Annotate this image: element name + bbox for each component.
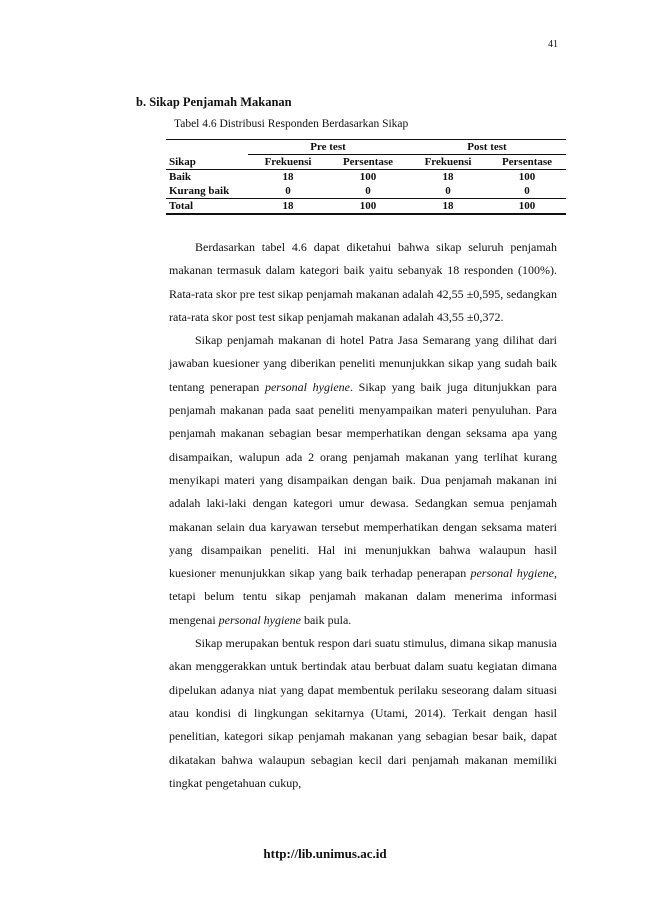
table-row xyxy=(166,170,566,185)
italic-term: personal hygiene xyxy=(264,379,350,394)
table-cell: 18 xyxy=(282,171,294,183)
paragraph-3: Sikap merupakan bentuk respon dari suatu stimulus, dimana sikap manusia akan menggerakkan untuk bertindak atau berbuat dalam suatu kegiatan dimana dipelukan adanya niat yang dapat membentuk perilaku seseorang dalam situasi atau kondisi di lingkungan sekitarnya (Utami, 2014). Terkait dengan hasil penelitian, kategori sikap penjamah makanan yang sebagian besar baik, dapat dikatakan bahwa walaupun sebagian kecil dari penjamah makanan memiliki tingkat pengetahuan cukup, xyxy=(169,636,557,790)
table-cell: 100 xyxy=(518,171,536,183)
table-cell: 100 xyxy=(488,199,566,215)
table-column-header-row xyxy=(166,155,566,170)
table-cell: 100 xyxy=(359,171,377,183)
footer-url: http://lib.unimus.ac.id xyxy=(263,846,387,861)
column-header-frekuensi-pre: Frekuensi xyxy=(248,155,328,170)
column-header-frekuensi-post: Frekuensi xyxy=(408,155,488,170)
column-header-sikap: Sikap xyxy=(166,155,248,170)
table-cell: 0 xyxy=(285,185,291,197)
table-cell: Total xyxy=(166,199,248,215)
paragraph-2: Sikap penjamah makanan di hotel Patra Jasa Semarang yang dilihat dari jawaban kuesioner yang diberikan peneliti menunjukkan sikap yang sudah baik tentang penerapan personal hygiene. Sikap yang baik juga ditunjukkan para penjamah makanan pada saat peneliti menyampaikan materi penyuluhan. Para penjamah makanan sebagian besar memperhatikan dengan seksama apa yang disampaikan, walupun ada 2 orang penjamah makanan yang terlihat kurang menyikapi materi yang disampaikan dengan baik. Dua penjamah makanan ini adalah laki-laki dengan kategori umur dewasa. Sedangkan semua penjamah makanan selain dua karyawan tersebut memperhatikan dengan seksama materi yang disampaikan peneliti. Hal ini menunjukkan bahwa walaupun hasil kuesioner menunjukkan sikap yang baik terhadap penerapan personal hygiene, tetapi belum tentu sikap penjamah makanan dalam menerima informasi mengenai personal hygiene baik pula. xyxy=(169,333,558,627)
italic-term: personal hygiene xyxy=(470,566,555,581)
group-header-post-test: Post test xyxy=(408,140,566,155)
paragraph-1: Berdasarkan tabel 4.6 dapat diketahui bahwa sikap seluruh penjamah makanan termasuk dalam kategori baik yaitu sebanyak 18 responden (100%). Rata-rata skor pre test sikap penjamah makanan adalah 42,55 ±0,595, sedangkan rata-rata skor post test sikap penjamah makanan adalah 43,55 ±0,372. xyxy=(169,240,557,324)
table-cell: Kurang baik xyxy=(169,185,230,197)
body-text xyxy=(169,236,557,795)
table-row xyxy=(166,184,566,199)
column-header-persentase-post: Persentase xyxy=(488,155,566,170)
section-heading: b. Sikap Penjamah Makanan xyxy=(136,95,292,109)
table-caption: Tabel 4.6 Distribusi Responden Berdasarkan Sikap xyxy=(174,118,409,130)
distribution-table xyxy=(166,139,566,215)
table-cell: 100 xyxy=(328,199,408,215)
italic-term: personal hygiene xyxy=(218,612,301,627)
table-cell: 18 xyxy=(442,171,454,183)
column-header-persentase-pre: Persentase xyxy=(328,155,408,170)
table-group-header-row xyxy=(166,140,566,155)
table-cell: 18 xyxy=(408,199,488,215)
table-cell: 0 xyxy=(365,185,371,197)
table-cell: 0 xyxy=(445,185,451,197)
table-cell: Baik xyxy=(169,171,192,183)
table-row-total xyxy=(166,199,566,215)
table-cell: 0 xyxy=(524,185,530,197)
page-number: 41 xyxy=(548,39,558,50)
table-cell: 18 xyxy=(248,199,328,215)
group-header-pre-test: Pre test xyxy=(248,140,408,155)
